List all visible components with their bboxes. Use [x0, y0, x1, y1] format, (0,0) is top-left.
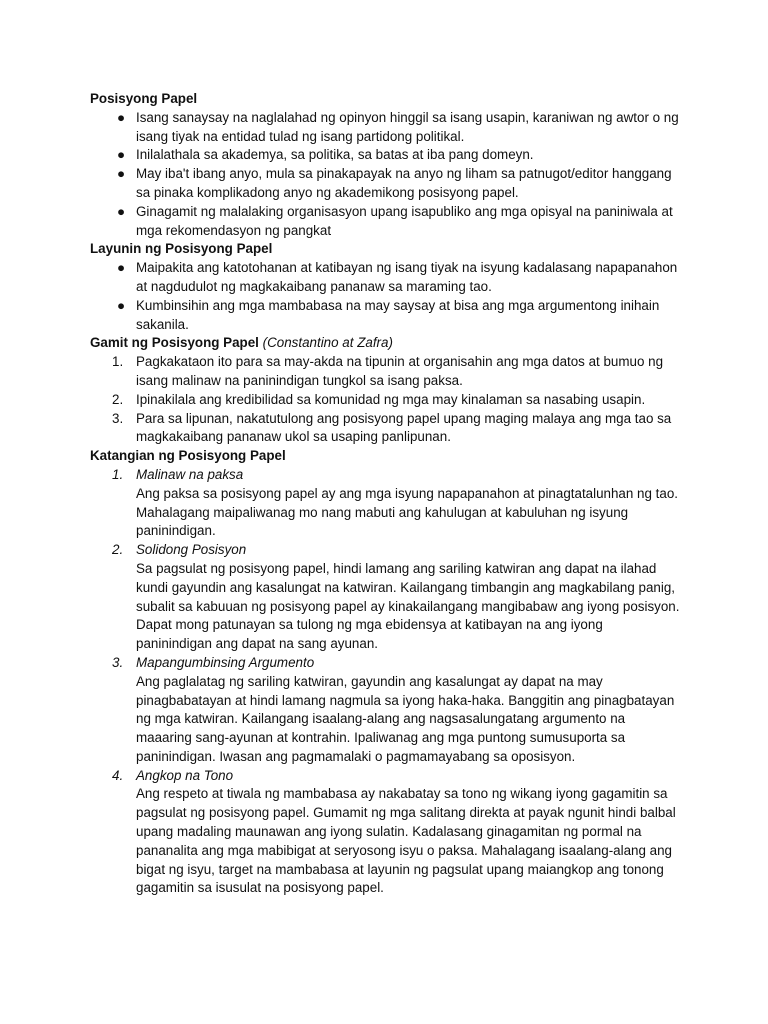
bullet-list	[90, 259, 682, 334]
bullet-icon: ●	[116, 260, 126, 276]
list-item-text: Pagkakataon ito para sa may-akda na tipunin at organisahin ang mga datos at bumuo ng isang malinaw na paninindigan tungkol sa isang paksa.	[136, 354, 664, 388]
bullet-icon: ●	[116, 147, 126, 163]
list-item	[90, 203, 682, 241]
item-body: Ang respeto at tiwala ng mambabasa ay nakabatay sa tono ng wikang iyong gagamitin sa pagsulat ng posisyong papel. Gumamit ng mga salitang direkta at payak ngunit hindi balbal upang madaling maunawan ang iyong sulatin. Kadalasang ginagamitan ng pormal na pananalita ang mga mabibigat at seryosong isyu o paksa. Mahalagang isaalang-alang ang bigat ng isyu, target na mambabasa at layunin ng pagsulat upang maiangkop ang tonong gagamitin sa isusulat na posisyong papel.	[136, 786, 676, 896]
section-heading-text: Gamit ng Posisyong Papel	[90, 335, 259, 351]
bullet-list	[90, 109, 682, 241]
list-item	[90, 353, 682, 391]
list-item	[90, 541, 682, 654]
section-gamit	[90, 334, 682, 447]
list-number: 2.	[112, 542, 124, 558]
item-subtitle: Angkop na Tono	[136, 767, 234, 783]
section-heading: Layunin ng Posisyong Papel	[90, 241, 273, 257]
section-layunin	[90, 240, 682, 334]
list-number: 3.	[112, 410, 124, 426]
list-item-text: Ginagamit ng malalaking organisasyon upang isapubliko ang mga opisyal na paniniwala at mga rekomendasyon ng pangkat	[136, 203, 673, 238]
list-item-text: Inilalathala sa akademya, sa politika, sa batas at iba pang domeyn.	[136, 147, 534, 163]
section-katangian	[90, 447, 682, 898]
list-number: 2.	[112, 391, 124, 407]
bullet-icon: ●	[116, 203, 126, 219]
list-item	[90, 146, 682, 165]
item-subtitle: Malinaw na paksa	[136, 466, 244, 482]
numbered-list	[90, 353, 682, 447]
item-body: Ang paglalatag ng sariling katwiran, gayundin ang kasalungat ay dapat na may pinagbabatayan at hindi lamang nagmula sa iyong haka-haka. Banggitin ang pinagbatayan ng mga katwiran. Kailangang isaalang-alang ang nagsasalungatang argumento na maaaring sang-ayunan at kontrahin. Ipaliwanag ang mga puntong sumusuporta sa paninindigan. Iwasan ang pagmamalaki o pagmamayabang sa oposisyon.	[136, 673, 675, 764]
list-number: 1.	[112, 466, 124, 482]
list-item	[90, 410, 682, 448]
list-item	[90, 297, 682, 335]
list-item-text: Maipakita ang katotohanan at katibayan ng isang tiyak na isyung kadalasang napapanahon at nagdudulot ng magkakaibang pananaw sa maraming tao.	[136, 260, 678, 294]
list-item	[90, 259, 682, 297]
section-posisyong-papel	[90, 90, 682, 240]
list-item	[90, 767, 682, 899]
list-item-text: Para sa lipunan, nakatutulong ang posisyong papel upang maging malaya ang mga tao sa magkakaibang pananaw ukol sa usaping panlipunan.	[136, 410, 672, 445]
section-citation: (Constantino at Zafra)	[262, 335, 393, 351]
list-item-text: Ipinakilala ang kredibilidad sa komunidad ng mga may kinalaman sa nasabing usapin.	[136, 391, 646, 407]
bullet-icon: ●	[116, 297, 126, 313]
bullet-icon: ●	[116, 166, 126, 182]
list-item-text: Isang sanaysay na naglalahad ng opinyon hinggil sa isang usapin, karaniwan ng awtor o ng isang tiyak na entidad tulad ng isang partidong politikal.	[136, 109, 679, 144]
item-body: Ang paksa sa posisyong papel ay ang mga isyung napapanahon at pinagtatalunhan ng tao. Mahalagang maipaliwanag mo nang mabuti ang kahulugan at kabuluhan ng isyung paninindigan.	[136, 485, 678, 539]
bullet-icon: ●	[116, 109, 126, 125]
numbered-list	[90, 466, 682, 898]
list-number: 4.	[112, 767, 124, 783]
list-item-text: Kumbinsihin ang mga mambabasa na may saysay at bisa ang mga argumentong inihain sakanila.	[136, 297, 660, 332]
section-heading: Katangian ng Posisyong Papel	[90, 448, 286, 464]
list-item	[90, 466, 682, 541]
section-heading	[90, 334, 682, 353]
list-item	[90, 109, 682, 147]
list-number: 1.	[112, 354, 124, 370]
section-heading: Posisyong Papel	[90, 91, 198, 106]
list-number: 3.	[112, 654, 124, 670]
list-item-text: May iba't ibang anyo, mula sa pinakapayak na anyo ng liham sa patnugot/editor hanggang sa pinaka komplikadong anyo ng akademikong posisyong papel.	[136, 166, 672, 200]
list-item	[90, 165, 682, 203]
item-subtitle: Mapangumbinsing Argumento	[136, 654, 315, 670]
list-item	[90, 654, 682, 767]
list-item	[90, 391, 682, 410]
item-subtitle: Solidong Posisyon	[136, 542, 247, 558]
item-body: Sa pagsulat ng posisyong papel, hindi lamang ang sariling katwiran ang dapat na ilahad kundi gayundin ang kasalungat na katwiran. Kailangang timbangin ang magkabilang panig, subalit sa kabuuan ng posisyong papel ay kinakailangang mangibabaw ang iyong posisyon. Dapat mong patunayan sa tulong ng mga ebidensya at katibayan na ang iyong paninindigan ang dapat na sang ayunan.	[136, 560, 680, 652]
